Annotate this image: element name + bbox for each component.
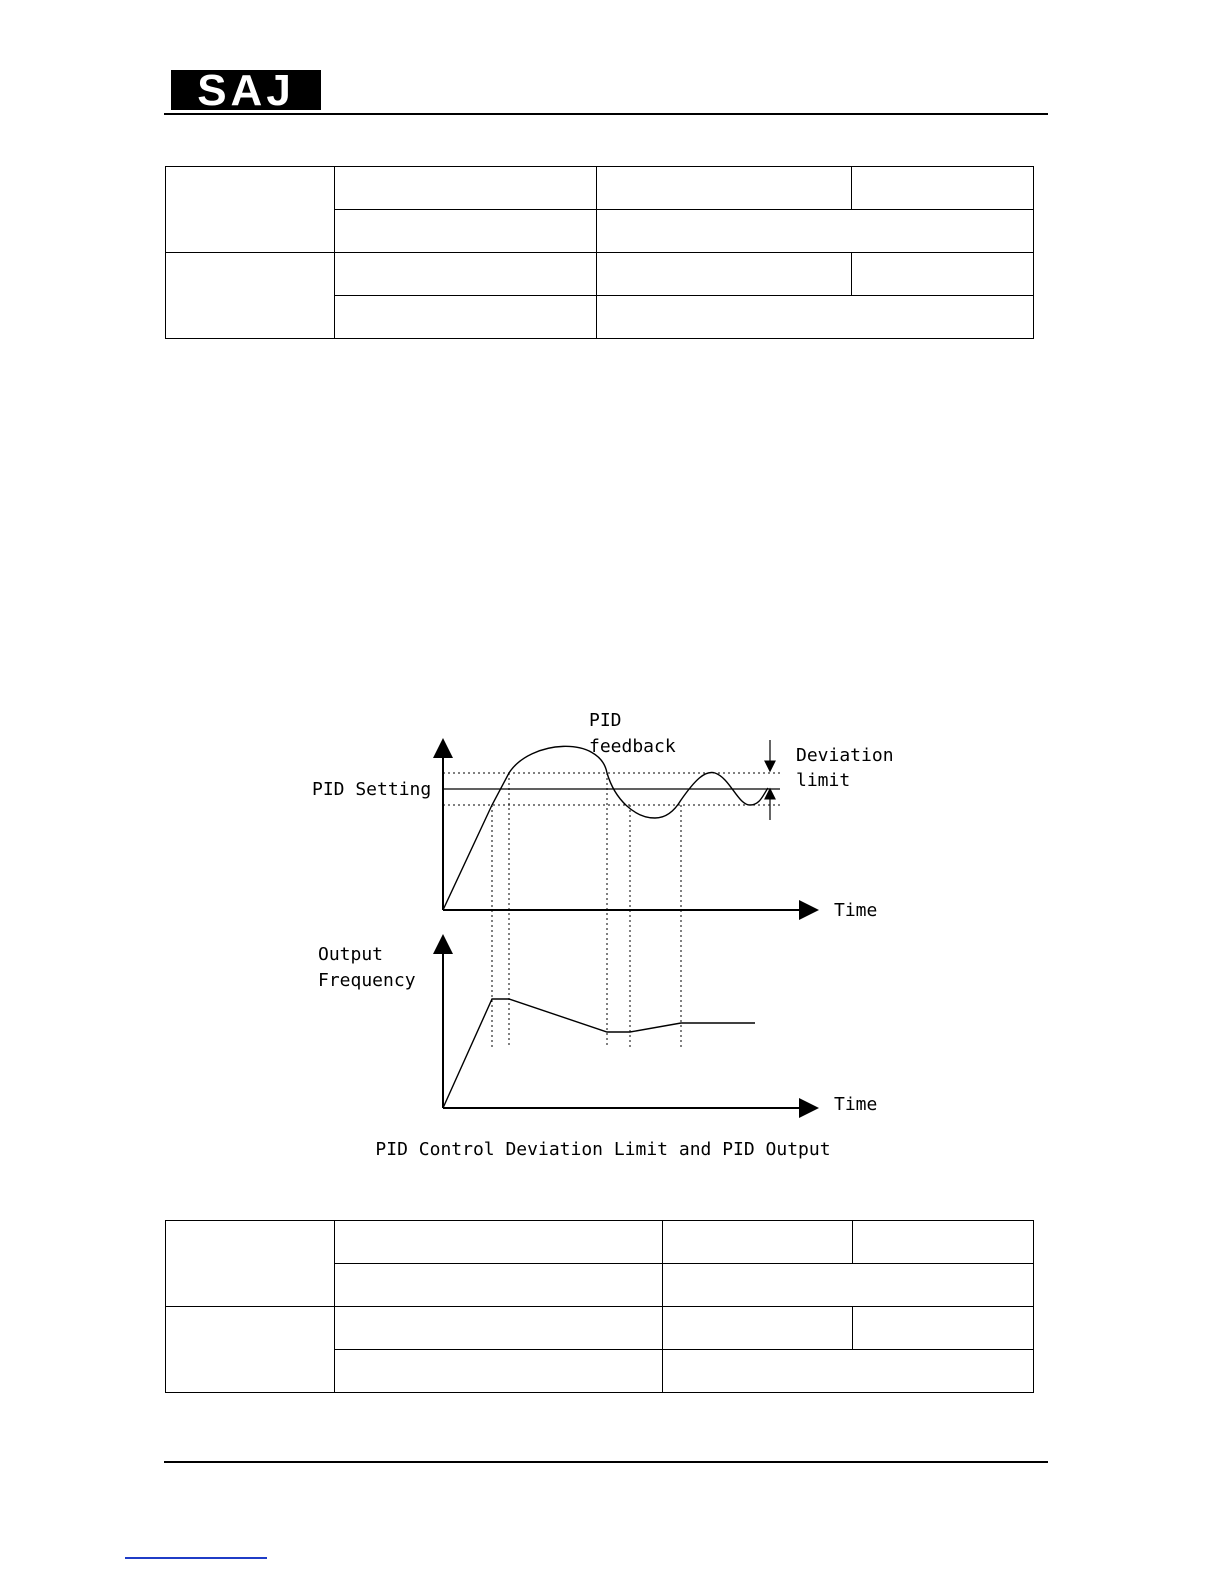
pid-diagram: [300, 700, 920, 1180]
table-cell: [335, 167, 597, 210]
pid-deviation-figure: [300, 700, 920, 1180]
footer-link-underline[interactable]: [125, 1557, 267, 1559]
table-cell: [597, 210, 1034, 253]
header-rule: [164, 113, 1048, 115]
table-cell: [853, 1307, 1034, 1350]
label-time-top: Time: [834, 900, 878, 921]
table-cell: [335, 1307, 663, 1350]
table-cell: [663, 1307, 853, 1350]
table-cell: [597, 167, 852, 210]
table-cell: [335, 1350, 663, 1393]
table-cell: [166, 1307, 335, 1393]
label-pid-feedback-2: feedback: [589, 736, 676, 757]
label-deviation-2: limit: [796, 770, 851, 791]
table-cell: [597, 296, 1034, 339]
table-cell: [335, 210, 597, 253]
brand-logo: [171, 70, 321, 110]
label-output-2: Frequency: [318, 970, 416, 991]
brand-logo-text: SAJ: [197, 70, 295, 110]
table-cell: [166, 253, 335, 339]
footer-rule: [164, 1461, 1048, 1463]
table-cell: [335, 296, 597, 339]
table-cell: [166, 1221, 335, 1307]
table-cell: [853, 1221, 1034, 1264]
label-time-bottom: Time: [834, 1094, 878, 1115]
table-cell: [597, 253, 852, 296]
label-deviation-1: Deviation: [796, 745, 894, 766]
parameter-table-2: [165, 1220, 1034, 1393]
table-cell: [852, 253, 1034, 296]
table-cell: [335, 1221, 663, 1264]
table-cell: [663, 1221, 853, 1264]
table-cell: [166, 167, 335, 253]
label-pid-setting: PID Setting: [312, 779, 432, 800]
output-frequency-curve: [443, 999, 755, 1108]
label-pid-feedback-1: PID: [589, 710, 622, 731]
parameter-table-1: [165, 166, 1034, 339]
table-cell: [663, 1350, 1034, 1393]
table-cell: [335, 1264, 663, 1307]
table-cell: [663, 1264, 1034, 1307]
figure-caption: PID Control Deviation Limit and PID Output: [375, 1139, 831, 1160]
label-output-1: Output: [318, 944, 384, 965]
table-cell: [335, 253, 597, 296]
table-cell: [852, 167, 1034, 210]
